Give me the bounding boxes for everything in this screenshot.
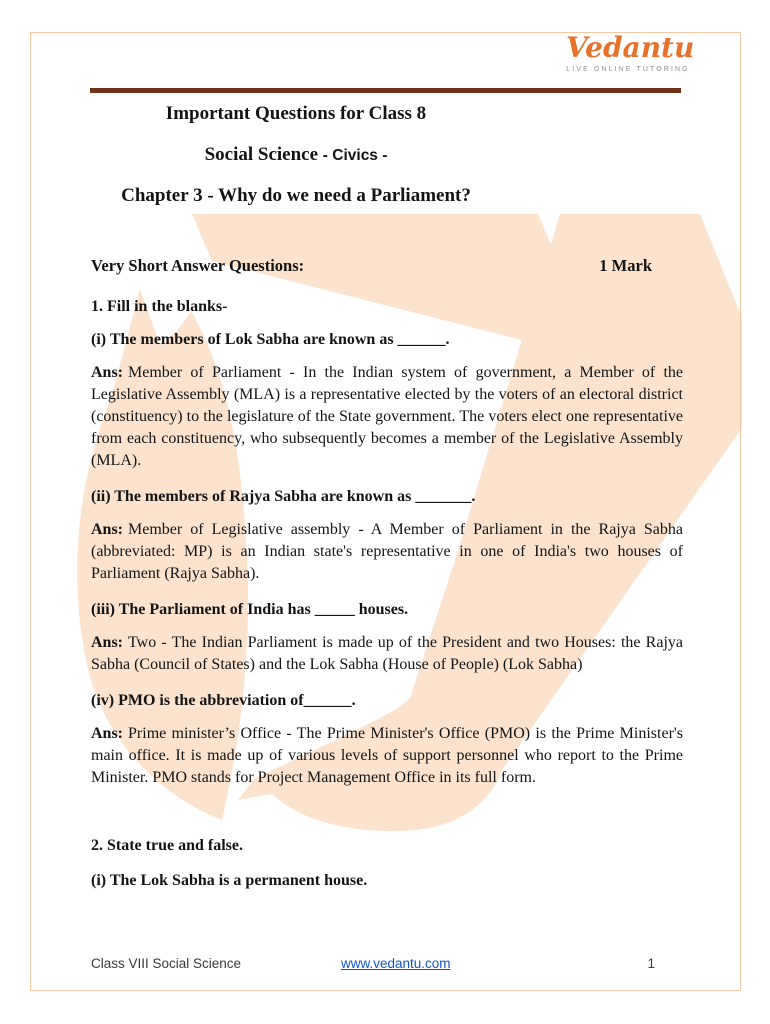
vedantu-logo [566, 31, 695, 73]
footer-course-label: Class VIII Social Science [91, 956, 242, 971]
answer-text: Two - The Indian Parliament is made up of the President and two Houses: the Rajya Sabha (Council of States) and the Lok Sabha (House of People) (Lok Sabha) [91, 634, 683, 673]
question-line: (i) The Lok Sabha is a permanent house. [91, 872, 368, 889]
vedantu-logo-wordmark: Vedantu [566, 31, 695, 64]
doc-title-line2 [0, 144, 592, 166]
answer-paragraph [91, 362, 683, 472]
vedantu-logo-tagline: LIVE ONLINE TUTORING [566, 66, 690, 73]
page-number: 1 [647, 956, 655, 971]
doc-title-line2-suffix: - Civics - [322, 147, 388, 164]
section-heading: Very Short Answer Questions: [91, 256, 305, 275]
answer-text: Member of Parliament - In the Indian system of government, a Member of the Legislative Assembly (MLA) is a representative elected by the voters of an electoral district (constituency) to the legislature of the State government. The voters elect one representative from each constituency, who subsequently becomes a member of the Legislative Assembly (MLA). [91, 364, 683, 469]
question-line: (iv) PMO is the abbreviation of______. [91, 692, 356, 709]
answer-label: Ans: [91, 634, 124, 651]
doc-title-line3: Chapter 3 - Why do we need a Parliament? [121, 185, 471, 206]
question-line: (iii) The Parliament of India has _____ houses. [91, 601, 409, 618]
doc-title-line2-main: Social Science [204, 144, 319, 165]
answer-paragraph [91, 519, 683, 585]
question-group-true-false [91, 835, 683, 892]
question-line: (ii) The members of Rajya Sabha are known as _______. [91, 488, 476, 505]
answer-text: Prime minister’s Office - The Prime Minister's Office (PMO) is the Prime Minister's main office. It is made up of various levels of support personnel who report to the Prime Minister. PMO stands for Project Management Office in its full form. [91, 725, 683, 786]
marks-label: 1 Mark [599, 256, 652, 275]
question-group-fill-blanks [91, 296, 683, 789]
answer-paragraph [91, 723, 683, 789]
question-line: (i) The members of Lok Sabha are known as ______. [91, 331, 450, 348]
header-divider-rule [90, 88, 681, 93]
answer-label: Ans: [91, 725, 124, 742]
answer-label: Ans: [91, 521, 124, 538]
answer-label: Ans: [91, 364, 124, 381]
question-line: 1. Fill in the blanks- [91, 298, 228, 315]
answer-paragraph [91, 632, 683, 676]
question-line: 2. State true and false. [91, 837, 243, 854]
page-footer [91, 956, 683, 974]
section-heading-row [91, 255, 683, 277]
answer-text: Member of Legislative assembly - A Member of Parliament in the Rajya Sabha (abbreviated: MP) is an Indian state's representative in one of India's two houses of Parliament (Rajya Sabha). [91, 521, 683, 582]
doc-title-line1: Important Questions for Class 8 [165, 103, 427, 124]
footer-website-link[interactable]: www.vedantu.com [341, 956, 451, 971]
document-body [91, 255, 683, 905]
